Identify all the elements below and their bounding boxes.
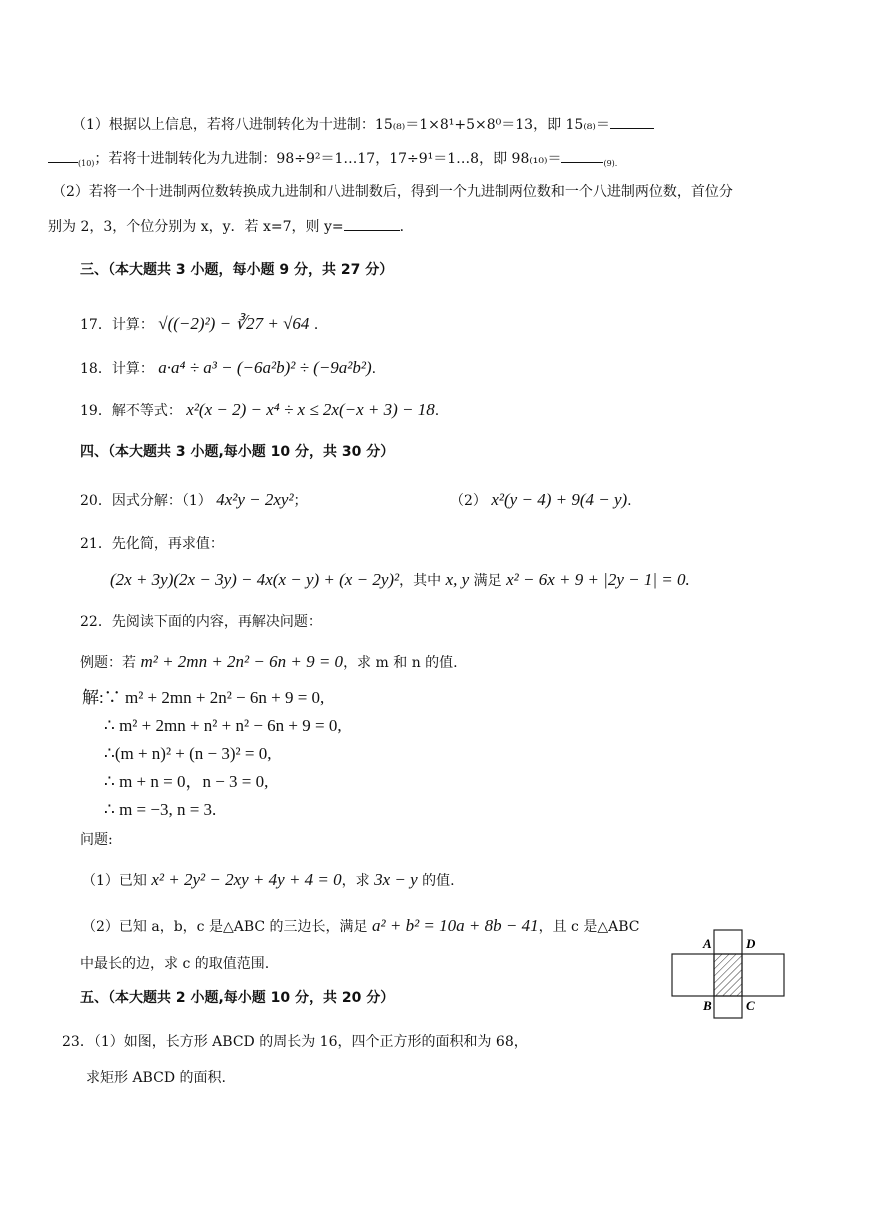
- q22-solution-line-3: ∴(m + n)² + (n − 3)² = 0,: [104, 744, 272, 763]
- label-b: B: [703, 998, 712, 1013]
- question-18: [80, 358, 376, 379]
- q22-problem-label: 问题:: [80, 832, 113, 848]
- q22-p2-expression: a² + b² = 10a + 8b − 41: [372, 916, 539, 935]
- bottom-square: [714, 996, 742, 1018]
- q16-part2-line2: [48, 216, 414, 237]
- q22-p1-prefix: （1）已知: [82, 873, 152, 889]
- q23-line-2: 求矩形 ABCD 的面积.: [86, 1070, 226, 1086]
- q16-part2-line: （2）若将一个十进制两位数转换成九进制和八进制数后，得到一个九进制两位数和一个八进制两位数，首位分: [52, 184, 733, 200]
- q19-label: 19．解不等式：: [80, 403, 182, 419]
- q22-p1-mid: ，求: [341, 873, 375, 889]
- q20-expression-1: 4x²y − 2xy²: [216, 490, 294, 509]
- q22-p2-suffix: ，且 c 是△ABC: [538, 919, 640, 935]
- q16-part1-text: （1）根据以上信息，若将八进制转化为十进制：15₍₈₎＝1×8¹+5×8⁰＝13，即 15₍₈₎＝: [72, 117, 610, 133]
- q22-problem-2: [82, 916, 639, 937]
- q16-part2-end: ．: [399, 219, 414, 235]
- q22-label: 22．先阅读下面的内容，再解决问题：: [80, 614, 322, 630]
- q22-solution-line-5: ∴ m = −3, n = 3.: [104, 800, 217, 819]
- q22-p1-expression-2: 3x − y: [374, 870, 418, 889]
- q21-cond-mid: 满足: [469, 573, 507, 589]
- answer-blank-1[interactable]: [610, 114, 654, 129]
- q22-p1-suffix: 的值.: [417, 873, 455, 889]
- q20-separator: ；: [293, 493, 308, 509]
- section-5-heading: 五、（本大题共 2 小题,每小题 10 分，共 20 分）: [80, 990, 395, 1006]
- q19-end: .: [434, 403, 440, 419]
- question-20-part2: [450, 490, 632, 511]
- q16-part1-line: [72, 114, 654, 135]
- base-subscript: (10): [78, 159, 95, 168]
- section-3-heading: 三、（本大题共 3 小题，每小题 9 分，共 27 分）: [80, 262, 394, 278]
- right-square: [742, 954, 784, 996]
- q21-condition: x² − 6x + 9 + |2y − 1| = 0.: [506, 570, 690, 589]
- q21-cond-prefix: ，其中: [399, 573, 446, 589]
- q22-solution-line-4: ∴ m + n = 0，n − 3 = 0,: [104, 772, 269, 791]
- q21-expression: (2x + 3y)(2x − 3y) − 4x(x − y) + (x − 2y)²: [110, 570, 400, 589]
- q22-example-prefix: 例题：若: [80, 655, 141, 671]
- q19-expression: x²(x − 2) − x⁴ ÷ x ≤ 2x(−x + 3) − 18: [186, 400, 435, 419]
- q18-label: 18．计算：: [80, 361, 154, 377]
- question-17: [80, 314, 328, 335]
- q22-solution-line-2: ∴ m² + 2mn + n² + n² − 6n + 9 = 0,: [104, 716, 342, 735]
- q17-expression: √((−2)²) − ∛27 + √64: [158, 314, 310, 333]
- label-a: A: [703, 936, 712, 951]
- shaded-rectangle-abcd: [714, 954, 742, 996]
- question-20: [80, 490, 308, 511]
- q20-label-2: （2）: [450, 493, 487, 509]
- rectangle-squares-figure: [670, 928, 792, 1020]
- q17-end: ．: [313, 317, 328, 333]
- q21-label: 21．先化简，再求值：: [80, 536, 224, 552]
- base-subscript-9: (9).: [603, 159, 618, 168]
- q21-expression-line: [110, 570, 690, 591]
- q22-problem-1: [82, 870, 455, 891]
- left-square: [672, 954, 714, 996]
- q22-solution-line-1: 解:∵ m² + 2mn + 2n² − 6n + 9 = 0,: [82, 688, 325, 707]
- q20-expression-2: x²(y − 4) + 9(4 − y): [491, 490, 628, 509]
- q22-problem-2-line2: 中最长的边，求 c 的取值范围.: [80, 956, 270, 972]
- q20-end: .: [627, 493, 632, 509]
- label-c: C: [746, 998, 755, 1013]
- q18-expression: a·a⁴ ÷ a³ − (−6a²b)² ÷ (−9a²b²): [158, 358, 372, 377]
- q22-example-suffix: ，求 m 和 n 的值.: [343, 655, 458, 671]
- q18-end: .: [371, 361, 377, 377]
- q22-example: [80, 652, 458, 673]
- answer-blank-1-cont[interactable]: [48, 148, 78, 163]
- q22-p2-prefix: （2）已知 a，b，c 是△ABC 的三边长，满足: [82, 919, 372, 935]
- question-19: [80, 400, 439, 421]
- answer-blank-2[interactable]: [561, 148, 603, 163]
- q16-part1-text2: ；若将十进制转化为九进制：98÷9²＝1…17，17÷9¹＝1…8，即 98₍₁₀₎＝: [94, 151, 562, 167]
- q22-example-expression: m² + 2mn + 2n² − 6n + 9 = 0: [140, 652, 344, 671]
- top-square: [714, 930, 742, 954]
- label-d: D: [746, 936, 756, 951]
- q22-p1-expression: x² + 2y² − 2xy + 4y + 4 = 0: [151, 870, 342, 889]
- q17-label: 17．计算：: [80, 317, 154, 333]
- section-4-heading: 四、（本大题共 3 小题,每小题 10 分，共 30 分）: [80, 444, 395, 460]
- q21-vars: x, y: [445, 570, 470, 589]
- q23-line-1: 23．（1）如图，长方形 ABCD 的周长为 16，四个正方形的面积和为 68，: [62, 1034, 528, 1050]
- q16-part1-line2: [48, 148, 617, 174]
- q20-label: 20．因式分解：（1）: [80, 493, 212, 509]
- answer-blank-3[interactable]: [344, 216, 400, 231]
- q16-part2-text: 别为 2，3，个位分别为 x，y．若 x=7，则 y=: [48, 219, 344, 235]
